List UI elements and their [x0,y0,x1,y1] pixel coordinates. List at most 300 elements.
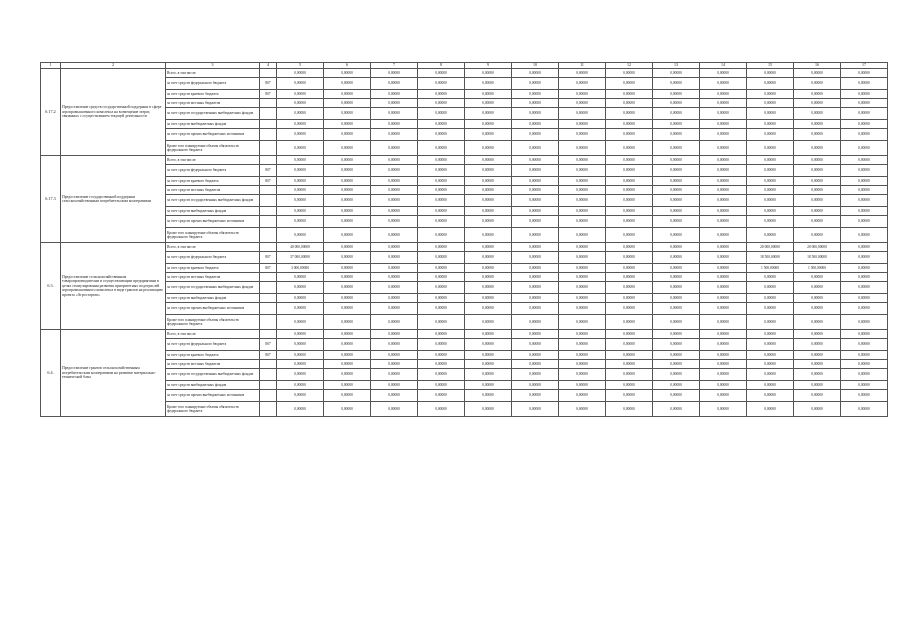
table-row [41,330,888,339]
column-number-8: 8 [418,63,465,69]
funding-source: Кроме того планируемые объемы обязательств федерального бюджета [166,402,260,417]
amount-cell: 0,00000 [606,129,653,141]
amount-cell: 0,00000 [324,381,371,390]
budget-code [260,294,277,303]
amount-cell: 0,00000 [324,369,371,381]
amount-cell: 0,00000 [794,216,841,228]
amount-cell: 0,00000 [512,294,559,303]
amount-cell: 0,00000 [512,339,559,351]
budget-code [260,129,277,141]
amount-cell: 0,00000 [653,252,700,264]
amount-cell: 0,00000 [700,264,747,273]
amount-cell: 0,00000 [559,69,606,78]
budget-code [260,186,277,195]
amount-cell: 0,00000 [606,141,653,156]
amount-cell: 0,00000 [794,156,841,165]
table-row [41,303,888,315]
amount-cell: 0,00000 [841,216,888,228]
amount-cell: 0,00000 [324,90,371,99]
amount-cell: 0,00000 [371,339,418,351]
amount-cell: 0,00000 [559,129,606,141]
amount-cell: 0,00000 [700,99,747,108]
amount-cell: 0,00000 [324,252,371,264]
funding-source: за счет средств государственных внебюджетных фондов [166,108,260,120]
amount-cell: 0,00000 [794,381,841,390]
amount-cell: 0,00000 [418,381,465,390]
amount-cell: 0,00000 [559,351,606,360]
amount-cell: 0,00000 [559,264,606,273]
amount-cell: 0,00000 [606,186,653,195]
amount-cell: 0,00000 [841,360,888,369]
amount-cell: 0,00000 [418,195,465,207]
amount-cell: 0,00000 [747,69,794,78]
amount-cell: 0,00000 [794,402,841,417]
amount-cell: 0,00000 [606,252,653,264]
amount-cell: 0,00000 [841,207,888,216]
amount-cell: 0,00000 [465,228,512,243]
amount-cell: 0,00000 [841,90,888,99]
budget-code [260,120,277,129]
amount-cell: 0,00000 [606,339,653,351]
amount-cell: 0,00000 [700,252,747,264]
amount-cell: 18 500,00000 [794,252,841,264]
amount-cell: 0,00000 [794,78,841,90]
amount-cell: 0,00000 [324,273,371,282]
amount-cell: 0,00000 [606,228,653,243]
amount-cell: 0,00000 [606,294,653,303]
amount-cell: 0,00000 [653,120,700,129]
amount-cell: 20 000,00000 [747,243,794,252]
amount-cell: 0,00000 [700,195,747,207]
amount-cell: 0,00000 [324,207,371,216]
amount-cell: 0,00000 [512,402,559,417]
amount-cell: 0,00000 [747,129,794,141]
amount-cell: 0,00000 [794,282,841,294]
amount-cell: 0,00000 [794,129,841,141]
amount-cell: 0,00000 [747,360,794,369]
amount-cell: 0,00000 [512,369,559,381]
amount-cell: 0,00000 [324,303,371,315]
amount-cell: 0,00000 [747,195,794,207]
amount-cell: 0,00000 [371,156,418,165]
amount-cell: 0,00000 [841,177,888,186]
amount-cell: 0,00000 [277,195,324,207]
amount-cell: 0,00000 [700,186,747,195]
table-row [41,315,888,330]
amount-cell: 0,00000 [418,108,465,120]
amount-cell: 0,00000 [277,108,324,120]
amount-cell: 0,00000 [371,177,418,186]
budget-code: 807 [260,351,277,360]
budget-code [260,360,277,369]
funding-source: за счет средств местных бюджетов [166,273,260,282]
amount-cell: 0,00000 [371,78,418,90]
amount-cell: 0,00000 [653,156,700,165]
amount-cell: 0,00000 [418,315,465,330]
amount-cell: 0,00000 [324,282,371,294]
table-row [41,156,888,165]
amount-cell: 0,00000 [653,315,700,330]
budget-code [260,216,277,228]
funding-source: за счет средств местных бюджетов [166,99,260,108]
amount-cell: 0,00000 [277,177,324,186]
amount-cell: 0,00000 [418,252,465,264]
amount-cell: 0,00000 [559,294,606,303]
amount-cell: 0,00000 [700,369,747,381]
amount-cell: 0,00000 [559,120,606,129]
amount-cell: 0,00000 [606,282,653,294]
amount-cell: 0,00000 [606,216,653,228]
amount-cell: 0,00000 [371,195,418,207]
amount-cell: 0,00000 [418,69,465,78]
amount-cell: 0,00000 [841,339,888,351]
amount-cell: 0,00000 [700,108,747,120]
amount-cell: 0,00000 [700,273,747,282]
amount-cell: 0,00000 [559,273,606,282]
table-row [41,351,888,360]
column-number-14: 14 [700,63,747,69]
amount-cell: 0,00000 [418,78,465,90]
amount-cell: 0,00000 [747,216,794,228]
budget-code [260,207,277,216]
amount-cell: 0,00000 [277,216,324,228]
amount-cell: 0,00000 [606,108,653,120]
amount-cell: 0,00000 [794,186,841,195]
column-number-10: 10 [512,63,559,69]
funding-source: за счет средств внебюджетных фондов [166,120,260,129]
amount-cell: 0,00000 [653,177,700,186]
amount-cell: 0,00000 [277,330,324,339]
amount-cell: 0,00000 [653,294,700,303]
amount-cell: 0,00000 [747,165,794,177]
amount-cell: 0,00000 [465,315,512,330]
budget-code: 807 [260,177,277,186]
amount-cell: 0,00000 [700,90,747,99]
amount-cell: 0,00000 [747,90,794,99]
column-number-6: 6 [324,63,371,69]
amount-cell: 0,00000 [700,303,747,315]
amount-cell: 0,00000 [277,351,324,360]
amount-cell: 0,00000 [512,120,559,129]
amount-cell: 0,00000 [418,186,465,195]
amount-cell: 0,00000 [606,330,653,339]
amount-cell: 0,00000 [371,390,418,402]
amount-cell: 0,00000 [512,390,559,402]
amount-cell: 0,00000 [841,351,888,360]
amount-cell: 0,00000 [794,330,841,339]
amount-cell: 0,00000 [700,228,747,243]
budget-code [260,156,277,165]
amount-cell: 0,00000 [324,294,371,303]
amount-cell: 0,00000 [465,273,512,282]
amount-cell: 0,00000 [841,156,888,165]
amount-cell: 0,00000 [700,351,747,360]
amount-cell: 0,00000 [371,99,418,108]
amount-cell: 0,00000 [700,402,747,417]
amount-cell: 0,00000 [794,141,841,156]
amount-cell: 0,00000 [606,303,653,315]
amount-cell: 0,00000 [371,360,418,369]
amount-cell: 0,00000 [277,369,324,381]
amount-cell: 0,00000 [606,90,653,99]
amount-cell: 0,00000 [747,177,794,186]
budget-code [260,390,277,402]
amount-cell: 0,00000 [606,165,653,177]
amount-cell: 0,00000 [371,402,418,417]
amount-cell: 0,00000 [277,282,324,294]
amount-cell: 0,00000 [371,351,418,360]
amount-cell: 0,00000 [324,99,371,108]
amount-cell: 37 000,00000 [277,252,324,264]
amount-cell: 0,00000 [418,129,465,141]
amount-cell: 0,00000 [841,303,888,315]
amount-cell: 0,00000 [465,303,512,315]
table-row [41,264,888,273]
amount-cell: 0,00000 [559,390,606,402]
amount-cell: 0,00000 [700,330,747,339]
amount-cell: 1 500,00000 [747,264,794,273]
amount-cell: 0,00000 [606,360,653,369]
amount-cell: 0,00000 [653,90,700,99]
column-number-16: 16 [794,63,841,69]
amount-cell: 0,00000 [606,315,653,330]
budget-code: 807 [260,339,277,351]
amount-cell: 0,00000 [653,243,700,252]
amount-cell: 0,00000 [794,90,841,99]
amount-cell: 0,00000 [418,351,465,360]
amount-cell: 0,00000 [465,78,512,90]
amount-cell: 0,00000 [324,264,371,273]
amount-cell: 0,00000 [794,207,841,216]
budget-code [260,273,277,282]
amount-cell: 0,00000 [841,264,888,273]
measure-index: 6.4. [41,330,61,417]
amount-cell: 0,00000 [841,69,888,78]
amount-cell: 0,00000 [841,402,888,417]
funding-source: Всего, в том числе: [166,156,260,165]
amount-cell: 0,00000 [324,339,371,351]
amount-cell: 1 500,00000 [794,264,841,273]
amount-cell: 0,00000 [512,273,559,282]
amount-cell: 0,00000 [324,186,371,195]
table-row [41,294,888,303]
amount-cell: 0,00000 [277,120,324,129]
financing-table [40,62,888,417]
funding-source: Кроме того планируемые объемы обязательств федерального бюджета [166,315,260,330]
amount-cell: 0,00000 [794,294,841,303]
amount-cell: 0,00000 [606,402,653,417]
table-row [41,228,888,243]
amount-cell: 0,00000 [559,303,606,315]
amount-cell: 0,00000 [512,108,559,120]
amount-cell: 0,00000 [653,69,700,78]
amount-cell: 0,00000 [324,330,371,339]
column-number-11: 11 [559,63,606,69]
amount-cell: 0,00000 [794,303,841,315]
amount-cell: 0,00000 [559,315,606,330]
amount-cell: 0,00000 [653,99,700,108]
amount-cell: 0,00000 [700,282,747,294]
funding-source: за счет средств краевого бюджета [166,264,260,273]
amount-cell: 0,00000 [841,273,888,282]
amount-cell: 0,00000 [794,315,841,330]
amount-cell: 0,00000 [606,78,653,90]
amount-cell: 0,00000 [371,165,418,177]
amount-cell: 0,00000 [653,360,700,369]
amount-cell: 0,00000 [418,207,465,216]
budget-code [260,108,277,120]
amount-cell: 0,00000 [418,303,465,315]
table-row [41,369,888,381]
amount-cell: 0,00000 [277,402,324,417]
amount-cell: 0,00000 [747,228,794,243]
amount-cell: 0,00000 [277,315,324,330]
amount-cell: 0,00000 [418,228,465,243]
amount-cell: 0,00000 [700,165,747,177]
amount-cell: 0,00000 [324,402,371,417]
amount-cell: 0,00000 [371,90,418,99]
amount-cell: 0,00000 [606,351,653,360]
amount-cell: 0,00000 [559,360,606,369]
column-number-2: 2 [61,63,166,69]
amount-cell: 0,00000 [841,369,888,381]
amount-cell: 0,00000 [747,315,794,330]
table-row [41,339,888,351]
amount-cell: 0,00000 [418,360,465,369]
amount-cell: 0,00000 [277,90,324,99]
amount-cell: 0,00000 [559,177,606,186]
column-number-13: 13 [653,63,700,69]
amount-cell: 0,00000 [371,207,418,216]
amount-cell: 0,00000 [653,330,700,339]
amount-cell: 0,00000 [465,252,512,264]
amount-cell: 0,00000 [324,141,371,156]
amount-cell: 40 000,00000 [277,243,324,252]
amount-cell: 0,00000 [747,381,794,390]
amount-cell: 0,00000 [465,369,512,381]
amount-cell: 0,00000 [841,381,888,390]
measure-title: Предоставление сельскохозяйственным товаропроизводителям и осуществляющим предприятиям в целях стимулирования развития приоритетных подотраслей агропромышленного комплекса в виде грантов на реализацию проекта «Агростартап» [61,243,166,330]
amount-cell: 0,00000 [465,360,512,369]
amount-cell: 0,00000 [465,69,512,78]
table-row [41,216,888,228]
funding-source: за счет средств государственных внебюджетных фондов [166,195,260,207]
measure-index: 6.17.2 [41,69,61,156]
amount-cell: 0,00000 [324,228,371,243]
amount-cell: 0,00000 [606,390,653,402]
amount-cell: 0,00000 [324,108,371,120]
amount-cell: 0,00000 [747,402,794,417]
amount-cell: 0,00000 [324,156,371,165]
amount-cell: 0,00000 [794,108,841,120]
budget-code: 807 [260,78,277,90]
table-row [41,243,888,252]
amount-cell: 0,00000 [653,402,700,417]
amount-cell: 0,00000 [606,207,653,216]
amount-cell: 0,00000 [277,129,324,141]
amount-cell: 0,00000 [606,381,653,390]
amount-cell: 0,00000 [559,330,606,339]
amount-cell: 0,00000 [653,369,700,381]
amount-cell: 0,00000 [747,120,794,129]
budget-code [260,369,277,381]
amount-cell: 0,00000 [841,390,888,402]
amount-cell: 0,00000 [606,69,653,78]
funding-source: Всего, в том числе: [166,243,260,252]
amount-cell: 0,00000 [418,390,465,402]
amount-cell: 0,00000 [277,360,324,369]
amount-cell: 0,00000 [418,156,465,165]
amount-cell: 0,00000 [512,195,559,207]
amount-cell: 0,00000 [700,207,747,216]
amount-cell: 0,00000 [700,120,747,129]
amount-cell: 0,00000 [841,252,888,264]
amount-cell: 0,00000 [559,195,606,207]
amount-cell: 0,00000 [465,216,512,228]
amount-cell: 0,00000 [418,120,465,129]
amount-cell: 0,00000 [465,120,512,129]
amount-cell: 0,00000 [324,129,371,141]
funding-source: Всего, в том числе: [166,330,260,339]
amount-cell: 0,00000 [700,294,747,303]
amount-cell: 0,00000 [418,165,465,177]
amount-cell: 0,00000 [418,216,465,228]
budget-code [260,243,277,252]
amount-cell: 0,00000 [371,273,418,282]
amount-cell: 0,00000 [371,186,418,195]
amount-cell: 0,00000 [418,402,465,417]
amount-cell: 0,00000 [794,195,841,207]
amount-cell: 0,00000 [371,216,418,228]
amount-cell: 0,00000 [700,156,747,165]
amount-cell: 0,00000 [324,360,371,369]
amount-cell: 0,00000 [465,381,512,390]
amount-cell: 0,00000 [559,252,606,264]
funding-source: за счет средств краевого бюджета [166,351,260,360]
amount-cell: 0,00000 [653,228,700,243]
amount-cell: 0,00000 [371,264,418,273]
amount-cell: 0,00000 [277,381,324,390]
amount-cell: 0,00000 [794,351,841,360]
amount-cell: 0,00000 [371,252,418,264]
amount-cell: 0,00000 [465,294,512,303]
budget-code [260,228,277,243]
amount-cell: 0,00000 [512,330,559,339]
budget-code: 807 [260,165,277,177]
amount-cell: 0,00000 [371,228,418,243]
budget-code [260,282,277,294]
column-number-17: 17 [841,63,888,69]
amount-cell: 0,00000 [559,339,606,351]
amount-cell: 0,00000 [324,315,371,330]
funding-source: Кроме того планируемые объемы обязательств федерального бюджета [166,228,260,243]
amount-cell: 0,00000 [559,156,606,165]
amount-cell: 0,00000 [606,243,653,252]
amount-cell: 0,00000 [512,243,559,252]
amount-cell: 0,00000 [465,282,512,294]
column-number-4: 4 [260,63,277,69]
amount-cell: 0,00000 [277,207,324,216]
amount-cell: 0,00000 [371,294,418,303]
amount-cell: 0,00000 [794,273,841,282]
column-number-3: 3 [166,63,260,69]
amount-cell: 0,00000 [700,339,747,351]
amount-cell: 0,00000 [324,243,371,252]
budget-code [260,330,277,339]
amount-cell: 0,00000 [371,141,418,156]
amount-cell: 0,00000 [747,330,794,339]
amount-cell: 0,00000 [277,186,324,195]
